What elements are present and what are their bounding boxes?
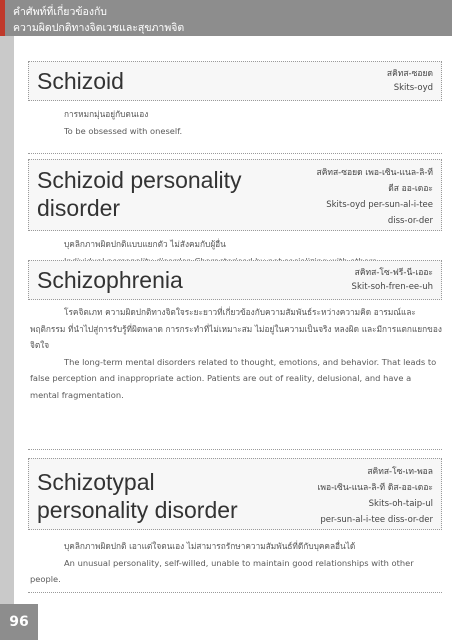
pronunciation-roman: Skits-oyd: [393, 83, 433, 93]
definition-thai: การหมกมุ่นอยู่กับตนเอง: [64, 109, 149, 119]
pronunciation: [317, 464, 433, 528]
term-header: [28, 260, 442, 300]
pronunciation-thai: สคิทส-ซอยด: [386, 69, 433, 79]
definitions: [28, 538, 442, 593]
pronunciation: [387, 67, 433, 95]
chapter-title-line2: ความผิดปกติทางจิตเวชและสุขภาพจิต: [13, 22, 185, 34]
pronunciation-thai-1: สคิทส-ซอยด เพอ-เซิน-แนล-ลิ-ที: [316, 168, 433, 178]
term: Schizoid: [37, 68, 124, 94]
term-line2: disorder: [37, 195, 121, 221]
term-header: [28, 458, 442, 530]
definition-english: An unusual personality, self-willed, unable to maintain good relationships with other people.: [30, 557, 414, 584]
term-line2: personality disorder: [37, 497, 238, 523]
term: Schizophrenia: [37, 267, 183, 293]
pronunciation-roman-2: diss-or-der: [387, 216, 433, 226]
pronunciation-roman-1: Skits-oyd per-sun-al-i-tee: [326, 200, 433, 210]
glossary-entry: [28, 61, 442, 156]
definitions: [28, 106, 442, 154]
definition-english: To be obsessed with oneself.: [64, 125, 183, 136]
term-header: [28, 61, 442, 101]
pronunciation-roman-2: per-sun-al-i-tee diss-or-der: [320, 515, 433, 525]
pronunciation-thai-2: เพอ-เซิน-แนล-ลิ-ที ดิส-ออ-เดอะ: [317, 483, 433, 493]
pronunciation: [352, 266, 433, 294]
chapter-title-line1: คำศัพท์ที่เกี่ยวข้องกับ: [13, 6, 107, 18]
glossary-entry: [28, 159, 442, 275]
glossary-entry: [28, 260, 442, 444]
definition-thai: บุคลิกภาพผิดปกติ เอาแต่ใจตนเอง ไม่สามารถรักษาความสัมพันธ์ที่ดีกับบุคคลอื่นได้: [64, 541, 356, 551]
term-line1: Schizoid personality: [37, 167, 242, 193]
pronunciation-roman-1: Skits-oh-taip-ul: [368, 499, 433, 509]
term-header: [28, 159, 442, 231]
page-number: 96: [0, 604, 38, 640]
term-line1: Schizotypal: [37, 469, 155, 495]
pronunciation-thai: สคิทส-โซ-ฟรี-นี-เออะ: [354, 268, 433, 278]
side-margin-bar: [0, 36, 14, 640]
header-accent-bar: [0, 0, 5, 36]
pronunciation-thai-2: ดีส ออ-เดอะ: [388, 184, 433, 194]
pronunciation-thai-1: สคิทส-โซ-เท-พอล: [367, 467, 433, 477]
definition-thai: โรคจิตเภท ความผิดปกติทางจิตใจระยะยาวที่เกี่ยวข้องกับความสัมพันธ์ระหว่างความคิด อารมณ์และพฤติกรรม ที่นำไปสู่การรับรู้ที่ผิดพลาด การกระทำที่ไม่เหมาะสม ไม่อยู่ในความเป็นจริง หลงผิด และมีการแตกแยกของจิตใจ: [30, 307, 442, 350]
definition-thai: บุคลิกภาพผิดปกติแบบแยกตัว ไม่สังคมกับผู้อื่น: [64, 239, 226, 249]
definition-english: The long-term mental disorders related to thought, emotions, and behavior. That leads to false perception and inappropriate action. Patients are out of reality, delusional, and have a mental fragmentation.: [30, 356, 437, 400]
pronunciation-roman: Skit-soh-fren-ee-uh: [351, 282, 433, 292]
definitions: [28, 304, 442, 450]
glossary-entry: [28, 458, 442, 598]
pronunciation: [317, 165, 434, 229]
chapter-header: [0, 0, 452, 36]
